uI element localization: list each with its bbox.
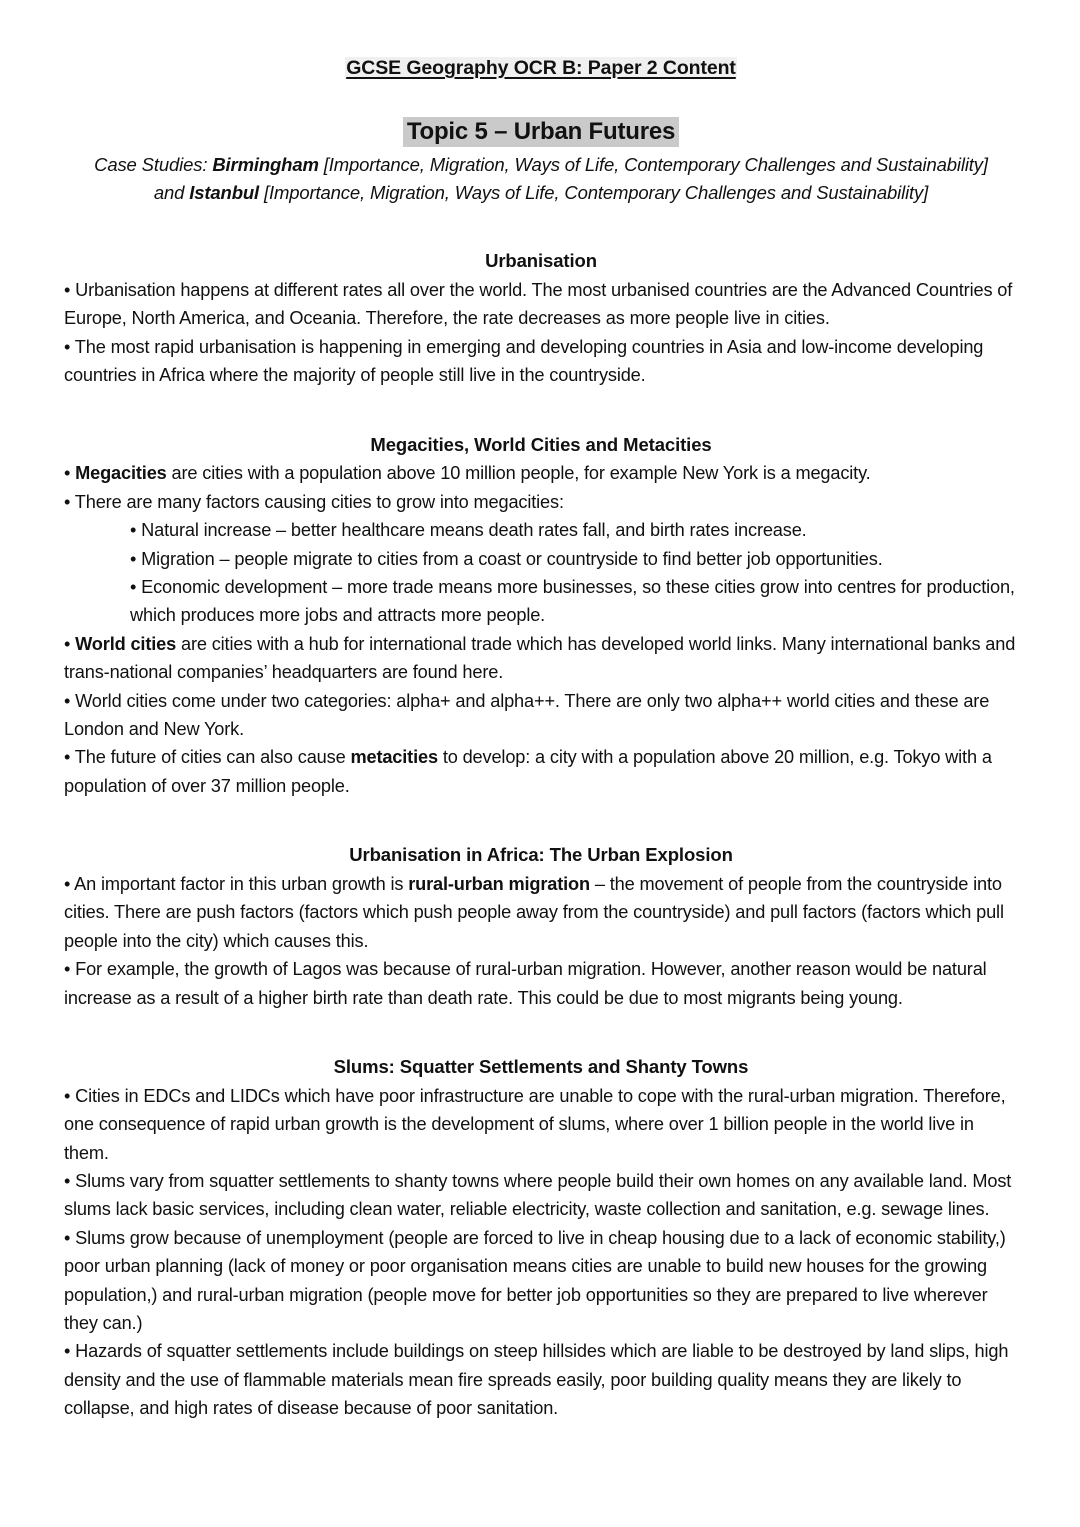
bullet-marker: •: [64, 491, 71, 512]
bullet-text: An important factor in this urban growth is: [74, 874, 409, 895]
content-section: [64, 1054, 1018, 1423]
bullet-marker: •: [130, 548, 137, 569]
bullet-item: [64, 870, 1018, 955]
bullet-marker: •: [64, 1341, 71, 1362]
bullet-text: Slums grow because of unemployment (people are forced to live in cheap housing due to a lack of economic stability,) poor urban planning (lack of money or poor organisation means cities are unable to build new houses for the growing population,) and rural-urban migration (people move for better job opportunities so they are prepared to live wherever they can.): [64, 1227, 1006, 1333]
bullet-text: Migration – people migrate to cities from a coast or countryside to find better job opportunities.: [141, 548, 883, 569]
case-studies-suffix-2: [Importance, Migration, Ways of Life, Contemporary Challenges and Sustainability]: [259, 181, 929, 203]
bullet-marker: •: [64, 463, 71, 484]
bullet-marker: •: [130, 577, 137, 597]
bullet-item: [64, 276, 1018, 333]
bullet-text: Hazards of squatter settlements include buildings on steep hillsides which are liable to be destroyed by land slips, high density and the use of flammable materials mean fire spreads easily, poor building quality means they are likely to collapse, and high rates of disease because of poor sanitation.: [64, 1341, 1009, 1419]
content-section: [64, 842, 1018, 1012]
bullet-item: [64, 488, 1018, 516]
bullet-item: [64, 459, 1018, 487]
page-title: [64, 56, 1018, 81]
bullet-text: Economic development – more trade means more businesses, so these cities grow into centres for production, which produces more jobs and attracts more people.: [130, 577, 1015, 626]
bullet-text: For example, the growth of Lagos was because of rural-urban migration. However, another reason would be natural increase as a result of a higher birth rate than death rate. This could be due to most migrants being young.: [64, 959, 987, 1008]
topic-title-text: Topic 5 – Urban Futures: [403, 117, 679, 147]
bullet-marker: •: [64, 633, 71, 654]
section-heading: Slums: Squatter Settlements and Shanty Towns: [333, 1055, 749, 1077]
sub-bullet-item: [64, 516, 1018, 544]
bullet-item: [64, 743, 1018, 800]
bullet-text: are cities with a population above 10 million people, for example New York is a megacity.: [166, 463, 871, 484]
bullet-marker: •: [64, 279, 71, 300]
bullet-text: are cities with a hub for international trade which has developed world links. Many international banks and trans-national companies’ headquarters are found here.: [64, 633, 1016, 683]
bullet-text-bold: Megacities: [75, 463, 167, 484]
case-study-istanbul: Istanbul: [189, 181, 260, 203]
section-heading: Urbanisation in Africa: The Urban Explosion: [349, 844, 733, 866]
bullet-text: Cities in EDCs and LIDCs which have poor infrastructure are unable to cope with the rural-urban migration. Therefore, one consequence of rapid urban growth is the development of slums, where over 1 billion people in the world live in them.: [64, 1085, 1006, 1163]
bullet-item: [64, 1337, 1018, 1422]
bullet-text: The most rapid urbanisation is happening in emerging and developing countries in Asia and low-income developing countries in Africa where the majority of people still live in the countryside.: [64, 336, 984, 386]
bullet-marker: •: [64, 874, 71, 895]
bullet-marker: •: [64, 1085, 71, 1106]
section-heading: Megacities, World Cities and Metacities: [370, 433, 712, 455]
case-studies-line: [64, 151, 1018, 206]
bullet-item: [64, 630, 1018, 687]
sub-bullet-item: [64, 545, 1018, 573]
bullet-text: Natural increase – better healthcare means death rates fall, and birth rates increase.: [141, 520, 807, 541]
case-studies-prefix-2: and: [153, 181, 190, 203]
sub-bullet-item: [64, 573, 1018, 630]
bullet-text: There are many factors causing cities to grow into megacities:: [74, 491, 564, 512]
bullet-marker: •: [64, 690, 71, 711]
content-section: [64, 432, 1018, 801]
bullet-marker: •: [64, 1227, 71, 1248]
content-section: [64, 248, 1018, 389]
topic-title: [64, 117, 1018, 147]
bullet-item: [64, 333, 1018, 390]
bullet-text: World cities come under two categories: alpha+ and alpha++. There are only two alpha++ world cities and these are London and New York.: [64, 690, 990, 739]
bullet-item: [64, 1167, 1018, 1224]
bullet-marker: •: [64, 336, 71, 357]
section-heading: Urbanisation: [485, 250, 597, 272]
bullet-item: [64, 1224, 1018, 1338]
bullet-marker: •: [64, 747, 71, 768]
bullet-text: Slums vary from squatter settlements to shanty towns where people build their own homes on any available land. Most slums lack basic services, including clean water, reliable electricity, waste collection and sanitation, e.g. sewage lines.: [64, 1171, 1012, 1220]
bullet-item: [64, 1082, 1018, 1167]
bullet-marker: •: [64, 1171, 71, 1192]
case-study-birmingham: Birmingham: [212, 154, 319, 176]
bullet-text: to develop: a city with a population above 20 million, e.g. Tokyo with a population of over 37 million people.: [64, 747, 992, 796]
bullet-text-bold: rural-urban migration: [408, 874, 590, 895]
bullet-item: [64, 955, 1018, 1012]
sections-container: [64, 248, 1018, 1422]
bullet-text: The future of cities can also cause: [74, 747, 351, 768]
bullet-text-bold: metacities: [350, 747, 438, 768]
page-title-text: GCSE Geography OCR B: Paper 2 Content: [346, 57, 736, 79]
case-studies-prefix: Case Studies:: [94, 154, 213, 176]
bullet-marker: •: [64, 959, 71, 980]
bullet-text: – the movement of people from the countryside into cities. There are push factors (factors which push people away from the countryside) and pull factors (factors which pull people into the city) which causes this.: [64, 874, 1004, 951]
case-studies-suffix: [Importance, Migration, Ways of Life, Contemporary Challenges and Sustainability]: [318, 154, 988, 176]
bullet-text: Urbanisation happens at different rates all over the world. The most urbanised countries are the Advanced Countries of Europe, North America, and Oceania. Therefore, the rate decreases as more people live in cities.: [64, 279, 1013, 329]
bullet-item: [64, 687, 1018, 744]
bullet-text-bold: World cities: [75, 633, 177, 654]
bullet-marker: •: [130, 520, 137, 541]
